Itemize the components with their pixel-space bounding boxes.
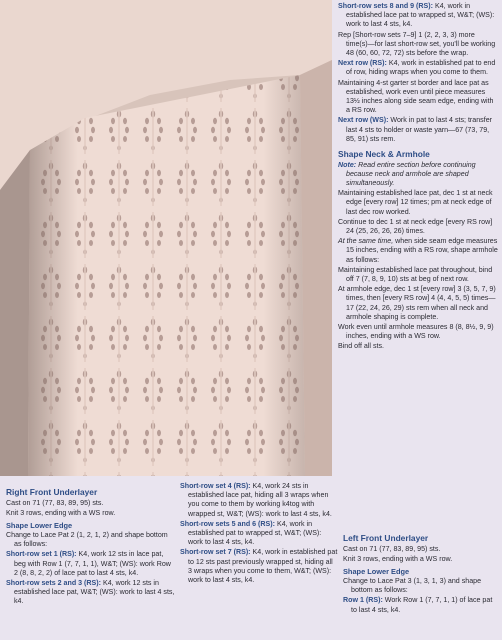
instruction-paragraph (338, 31, 498, 59)
instruction-paragraph (6, 579, 176, 607)
instruction-paragraph (338, 2, 498, 30)
instruction-lead: Short-row sets 8 and 9 (RS): (338, 2, 433, 10)
instruction-paragraph (343, 596, 499, 614)
instruction-lead: Note: (338, 160, 357, 169)
instruction-text: Knit 3 rows, ending with a WS row. (343, 554, 453, 563)
instruction-paragraph (6, 550, 176, 578)
instruction-lead: Short-row set 1 (RS): (6, 550, 77, 559)
section-heading: Left Front Underlayer (343, 533, 429, 543)
short-row-sets-section (180, 482, 338, 586)
subheading: Shape Lower Edge (343, 566, 410, 576)
instruction-text: K4, work in established lace pat to wrapped st, W&T; (WS): work to last 4 sts, k4. (346, 2, 495, 29)
instruction-paragraph (338, 342, 498, 351)
instruction-text: Read entire section before continuing because neck and armhole are shaped simultaneously. (346, 160, 476, 187)
section-heading: Shape Neck & Armhole (338, 149, 430, 160)
instruction-text: At armhole edge, dec 1 st [every row] 3 (3, 5, 7, 9) times, then [every RS row] 4 (4, 4, 5, 5) times—17 (22, 24, 26, 29) sts rem when all neck and armhole shaping is complete. (338, 285, 496, 321)
instruction-lead: Next row (WS): (338, 116, 389, 125)
instruction-text: Rep [Short-row sets 7–9] 1 (2, 2, 3, 3) more time(s)—for last short-row set, you'll be working 48 (60, 60, 72, 72) sts before the wrap. (338, 30, 496, 58)
instruction-text: Continue to dec 1 st at neck edge [every RS row] 24 (25, 26, 26, 26) times. (338, 217, 493, 235)
instruction-paragraph (343, 555, 499, 564)
instruction-text: Work Row 1 (7, 7, 1, 1) of lace pat to last 4 sts, k4. (351, 596, 493, 614)
instruction-paragraph (338, 59, 498, 77)
knit-lace-photo (0, 0, 332, 476)
instruction-text: K4, work in established pat to wrapped st, W&T; (WS): work to last 4 sts, k4. (188, 519, 322, 547)
instruction-paragraph (6, 509, 176, 518)
instruction-text: Bind off all sts. (338, 342, 385, 351)
instruction-paragraph (338, 323, 498, 341)
lace-fabric-illustration (0, 0, 332, 476)
subheading: Shape Lower Edge (6, 520, 73, 530)
instruction-text: K4, work 12 sts in established lace pat, W&T; (WS): work to last 4 sts, k4. (14, 578, 175, 606)
instruction-paragraph (180, 548, 338, 585)
instruction-text: Maintaining established lace pat throughout, bind off 7 (7, 8, 9, 10) sts at beg of next row. (338, 265, 493, 283)
instruction-paragraph (338, 218, 498, 236)
instruction-text: when side seam edge measures 15 inches, ending with a RS row, shape armhole as follows: (346, 237, 498, 264)
instruction-paragraph (338, 237, 498, 265)
instruction-paragraph (6, 531, 176, 549)
instruction-text: Maintaining 4-st garter st border and lace pat as established, work even until piece measures 13½ inches along side seam edge, ending with a RS row. (338, 78, 494, 115)
instruction-paragraph (338, 116, 498, 144)
instruction-text: K4, work 24 sts in established lace pat, hiding all 3 wraps when you come to them by working k4tog with wrapped st, W&T; (WS): work to last 4 sts, k4. (188, 482, 332, 518)
instruction-text: Change to Lace Pat 3 (1, 3, 1, 3) and shape bottom as follows: (343, 576, 482, 595)
instruction-text: Maintaining established lace pat, dec 1 st at neck edge [every row] 12 times; pm at neck edge of last dec row worked. (338, 189, 493, 216)
instruction-lead: Short-row sets 2 and 3 (RS): (6, 578, 101, 587)
instruction-lead: Row 1 (RS): (343, 596, 383, 605)
instruction-lead: Short-row set 4 (RS): (180, 482, 251, 490)
instruction-text: K4, work in established pat to 12 sts past previously wrapped st, hiding all 3 wraps when you come to them, W&T; (WS): work to last 4 sts, k4. (188, 548, 338, 585)
instruction-text: Work even until armhole measures 8 (8, 8½, 9, 9) inches, ending with a WS row. (338, 323, 494, 341)
instruction-lead: Short-row sets 5 and 6 (RS): (180, 519, 275, 528)
instruction-paragraph (338, 266, 498, 284)
left-front-underlayer-section (343, 528, 499, 616)
instruction-text: Work in pat to last 4 sts; transfer last 4 sts to holder or waste yarn—67 (73, 79, 85, 91) sts rem. (346, 116, 493, 143)
instruction-text: K4, work in established pat to end of row, hiding wraps when you come to them. (346, 59, 496, 77)
instruction-text: K4, work 12 sts in lace pat, beg with Row 1 (7, 7, 1, 1), W&T; (WS): work Row 2 (8, 8, 2, 2) of lace pat to last 4 sts, k4. (14, 550, 171, 577)
instruction-paragraph (338, 161, 498, 189)
instruction-paragraph (338, 285, 498, 322)
section-heading: Right Front Underlayer (6, 487, 98, 497)
instruction-paragraph (180, 520, 338, 548)
instruction-text: Knit 3 rows, ending with a WS row. (6, 508, 116, 517)
instruction-paragraph (343, 577, 499, 595)
instruction-paragraph (6, 499, 176, 508)
instruction-text: Change to Lace Pat 2 (1, 2, 1, 2) and shape bottom as follows: (6, 530, 168, 549)
instruction-paragraph (338, 189, 498, 217)
instruction-paragraph (180, 482, 338, 519)
instruction-paragraph (343, 545, 499, 554)
instruction-lead: Next row (RS): (338, 59, 387, 68)
right-front-underlayer-section (6, 482, 176, 608)
instruction-lead: Short-row set 7 (RS): (180, 548, 251, 557)
instruction-text: Cast on 71 (77, 83, 89, 95) sts. (6, 498, 104, 507)
instruction-paragraph (338, 79, 498, 116)
instruction-text: Cast on 71 (77, 83, 89, 95) sts. (343, 544, 441, 553)
instruction-lead: At the same time, (338, 237, 394, 246)
